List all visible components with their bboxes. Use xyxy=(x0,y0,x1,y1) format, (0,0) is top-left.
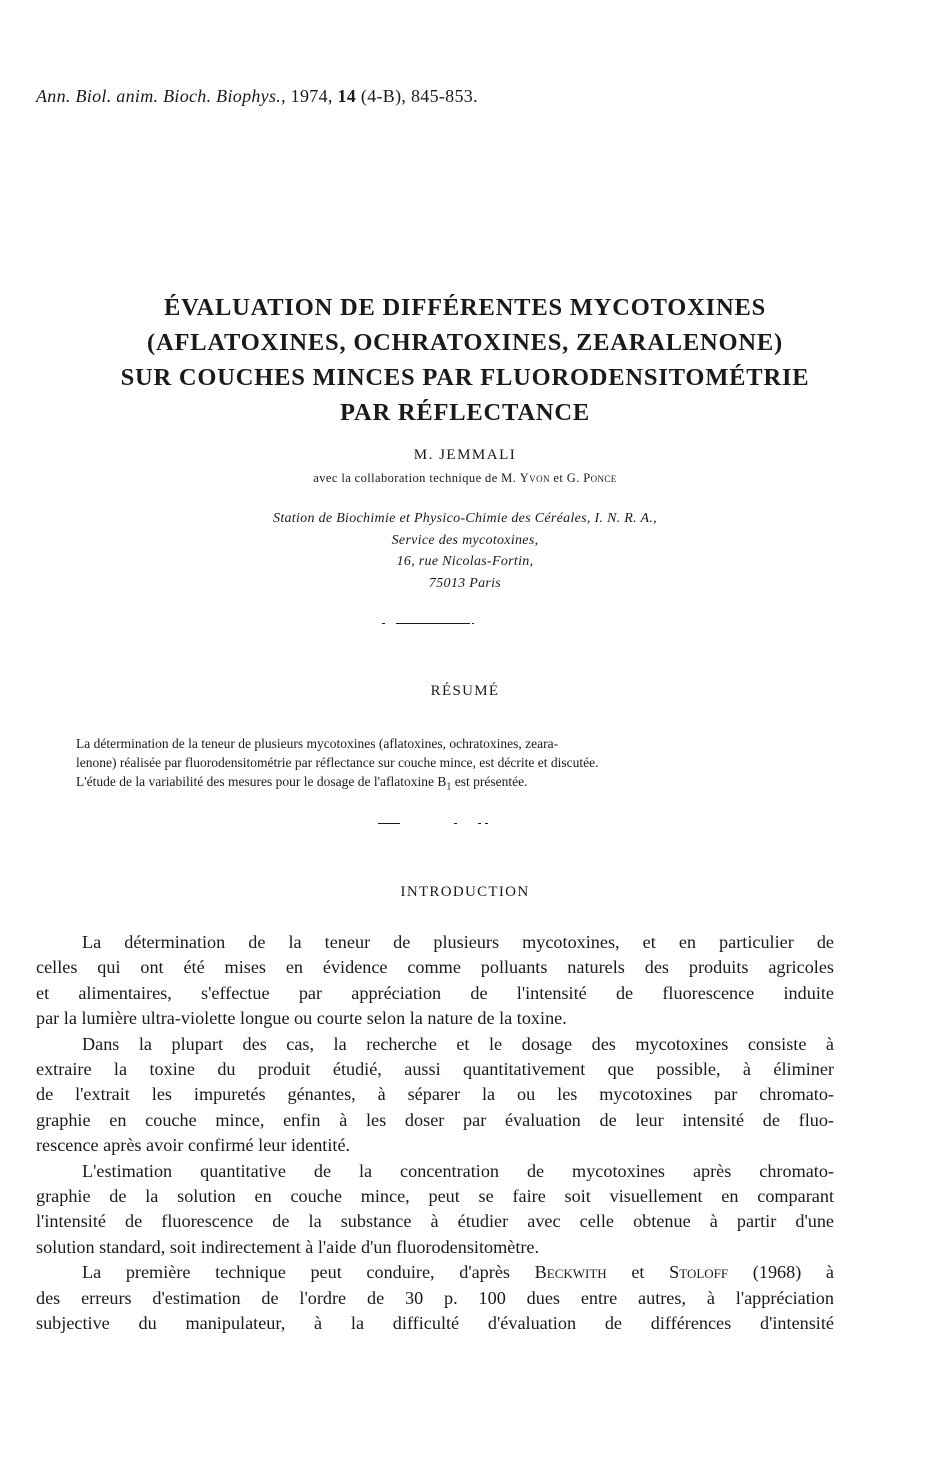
citation-volume: 14 xyxy=(337,86,357,106)
resume-line-part: L'étude de la variabilité des mesures pour le dosage de l'aflatoxine B xyxy=(76,774,447,789)
affiliation-line: 16, rue Nicolas-Fortin, xyxy=(396,554,534,569)
affiliation-line: Station de Biochimie et Physico-Chimie des Céréales, I. N. R. A., xyxy=(273,511,657,526)
resume-line-part: est présentée. xyxy=(451,774,528,789)
body-line: par la lumière ultra-violette longue ou courte selon la nature de la toxine. xyxy=(36,1008,567,1029)
affiliation-line: 75013 Paris xyxy=(428,575,502,591)
citation-journal-tail: . Bioch. Biophys. xyxy=(153,86,282,106)
body-line: graphie en couche mince, enfin à les doser par évaluation de leur intensité de fluo- xyxy=(36,1109,834,1130)
title-line: PAR RÉFLECTANCE xyxy=(340,399,590,426)
body-text: (1968) à xyxy=(728,1262,834,1283)
body-line: des erreurs d'estimation de l'ordre de 30 p. 100 dues entre autres, à l'appréciation xyxy=(36,1287,834,1308)
title-line: ÉVALUATION DE DIFFÉRENTES MYCOTOXINES xyxy=(163,294,767,321)
citation xyxy=(36,86,478,107)
subscript: 1 xyxy=(446,781,452,793)
collab-name-yvon: Yvon xyxy=(519,471,550,485)
author: M. JEMMALI xyxy=(413,447,517,463)
body-text: et xyxy=(606,1262,670,1283)
article-title xyxy=(40,290,890,430)
resume-line xyxy=(76,772,844,797)
body-line: La détermination de la teneur de plusieurs mycotoxines, et en particulier de xyxy=(82,932,834,952)
body-line xyxy=(36,1260,834,1285)
resume-line: La détermination de la teneur de plusieurs mycotoxines (aflatoxines, ochratoxines, zeara- xyxy=(76,736,559,751)
author-reference: Stoloff xyxy=(669,1262,729,1283)
body-text: La première technique peut conduire, d'après xyxy=(82,1262,535,1283)
title-line: SUR COUCHES MINCES PAR FLUORODENSITOMÉTRIE xyxy=(120,364,810,391)
body-line: subjective du manipulateur, à la difficulté d'évaluation de différences d'intensité xyxy=(36,1313,834,1334)
technical-collaboration xyxy=(0,471,930,486)
body-line: L'estimation quantitative de la concentration de mycotoxines après chromato- xyxy=(82,1160,834,1181)
body-line: Dans la plupart des cas, la recherche et le dosage des mycotoxines consiste à xyxy=(82,1033,834,1054)
collab-name-ponce: Ponce xyxy=(583,471,617,485)
title-line: (AFLATOXINES, OCHRATOXINES, ZEARALENONE) xyxy=(147,329,783,356)
body-line: graphie de la solution en couche mince, peut se faire soit visuellement en comparant xyxy=(36,1186,834,1207)
resume-line: lenone) réalisée par fluorodensitométrie par réflectance sur couche mince, est décrite et discutée. xyxy=(76,755,599,770)
collab-middle: et G. xyxy=(549,471,584,485)
affiliation xyxy=(0,508,930,594)
body-line: rescence après avoir confirmé leur identité. xyxy=(36,1135,351,1156)
citation-journal: Ann. Biol. anim xyxy=(36,86,154,106)
introduction-heading: INTRODUCTION xyxy=(400,884,530,900)
body-line: l'intensité de fluorescence de la substance à étudier avec celle obtenue à partir d'une xyxy=(36,1211,834,1232)
resume-abstract xyxy=(76,734,844,797)
collab-prefix: avec la collaboration technique de M. xyxy=(313,471,520,485)
body-line: celles qui ont été mises en évidence comme polluants naturels des produits agricoles xyxy=(36,957,834,978)
body-line: solution standard, soit indirectement à l'aide d'un fluorodensitomètre. xyxy=(36,1236,540,1257)
resume-heading: RÉSUMÉ xyxy=(430,683,500,699)
body-line: et alimentaires, s'effectue par appréciation de l'intensité de fluorescence induite xyxy=(36,982,834,1003)
author-reference: Beckwith xyxy=(534,1262,607,1283)
body-line: de l'extrait les impuretés génantes, à séparer la ou les mycotoxines par chromato- xyxy=(36,1084,834,1105)
separator-rule xyxy=(378,823,488,825)
body-line: extraire la toxine du produit étudié, aussi quantitativement que possible, à éliminer xyxy=(36,1059,834,1080)
citation-year: , 1974, xyxy=(281,86,338,106)
affiliation-line: Service des mycotoxines, xyxy=(391,532,539,548)
citation-issue-pages: (4-B), 845-853. xyxy=(356,86,478,106)
introduction-body xyxy=(36,930,834,1337)
